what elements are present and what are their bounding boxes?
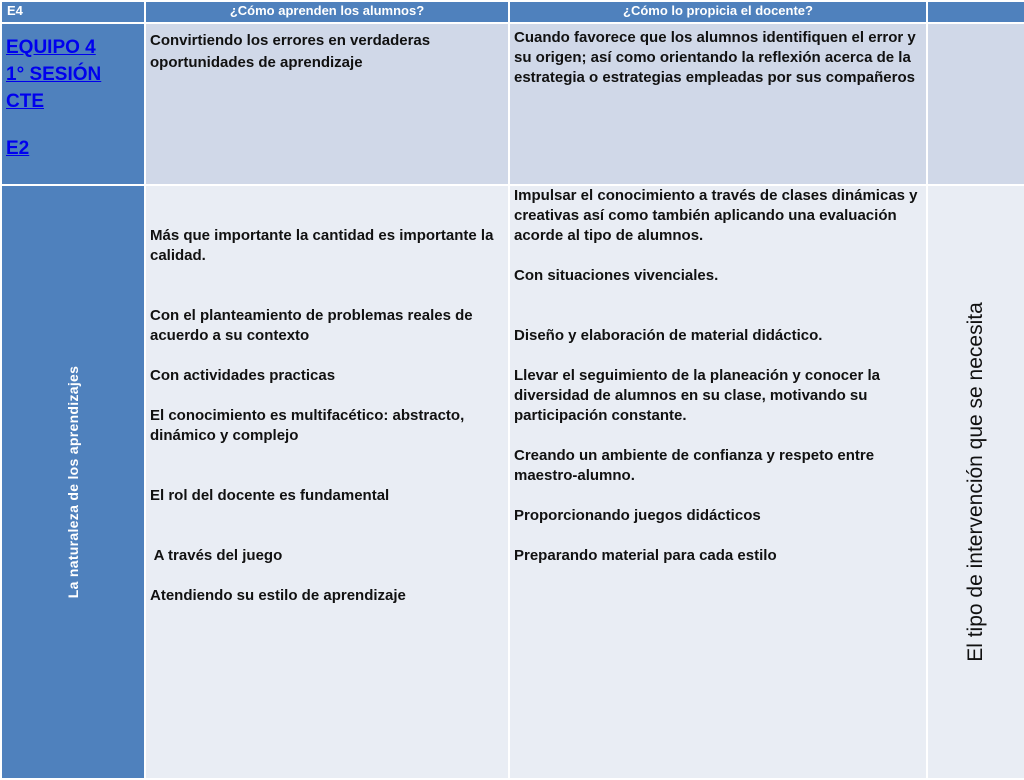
- header-cell-empty: [927, 1, 1024, 23]
- table-row: [1, 185, 1024, 779]
- intervencion-label: El tipo de intervención que se necesita: [964, 302, 987, 662]
- learn-text-row1: Convirtiendo los errores en verdaderas oportunidades de aprendizaje: [150, 32, 431, 71]
- learn-cell-row1: [145, 23, 509, 185]
- header-row: [1, 1, 1024, 23]
- header-cell-code: E4: [1, 1, 145, 23]
- teach-list: [510, 186, 926, 566]
- table-row: [1, 23, 1024, 185]
- list-item: Impulsar el conocimiento a través de clases dinámicas y creativas así como también aplicando una evaluación acorde al tipo de alumnos.: [514, 187, 918, 244]
- list-item: Proporcionando juegos didácticos: [514, 507, 761, 524]
- teach-text-row1: Cuando favorece que los alumnos identifiquen el error y su origen; así como orientando la reflexión acerca de la estrategia o estrategias empleadas por sus compañeros: [514, 29, 916, 86]
- list-item: El rol del docente es fundamental: [150, 487, 390, 504]
- list-item: Preparando material para cada estilo: [514, 547, 777, 564]
- list-item: A través del juego: [150, 547, 283, 564]
- team-link-equipo[interactable]: EQUIPO 4: [6, 37, 96, 58]
- list-item: Con actividades practicas: [150, 367, 336, 384]
- list-item: Con el planteamiento de problemas reales de acuerdo a su contexto: [150, 307, 473, 344]
- header-cell-teach: ¿Cómo lo propicia el docente?: [509, 1, 927, 23]
- team-link-sesion[interactable]: 1° SESIÓN: [6, 64, 102, 85]
- list-item: Más que importante la cantidad es importante la calidad.: [150, 227, 494, 264]
- empty-cell-row1: [927, 23, 1024, 185]
- learn-list: [146, 186, 508, 606]
- header-cell-learn: ¿Cómo aprenden los alumnos?: [145, 1, 509, 23]
- teach-cell-row1: [509, 23, 927, 185]
- team-link-cte[interactable]: CTE: [6, 91, 44, 112]
- teach-cell-row2: [509, 185, 927, 779]
- intervencion-cell: [927, 185, 1024, 779]
- list-item: Diseño y elaboración de material didáctico.: [514, 327, 823, 344]
- list-item: El conocimiento es multifacético: abstracto, dinámico y complejo: [150, 407, 465, 444]
- learn-cell-row2: [145, 185, 509, 779]
- list-item: Con situaciones vivenciales.: [514, 267, 719, 284]
- naturaleza-label: La naturaleza de los aprendizajes: [65, 365, 81, 599]
- list-item: Atendiendo su estilo de aprendizaje: [150, 587, 406, 604]
- team-link-e2[interactable]: E2: [6, 138, 30, 159]
- naturaleza-cell: [1, 185, 145, 779]
- list-item: Creando un ambiente de confianza y respeto entre maestro-alumno.: [514, 447, 875, 484]
- team-cell: [1, 23, 145, 185]
- list-item: Llevar el seguimiento de la planeación y conocer la diversidad de alumnos en su clase, motivando su participación constante.: [514, 367, 880, 424]
